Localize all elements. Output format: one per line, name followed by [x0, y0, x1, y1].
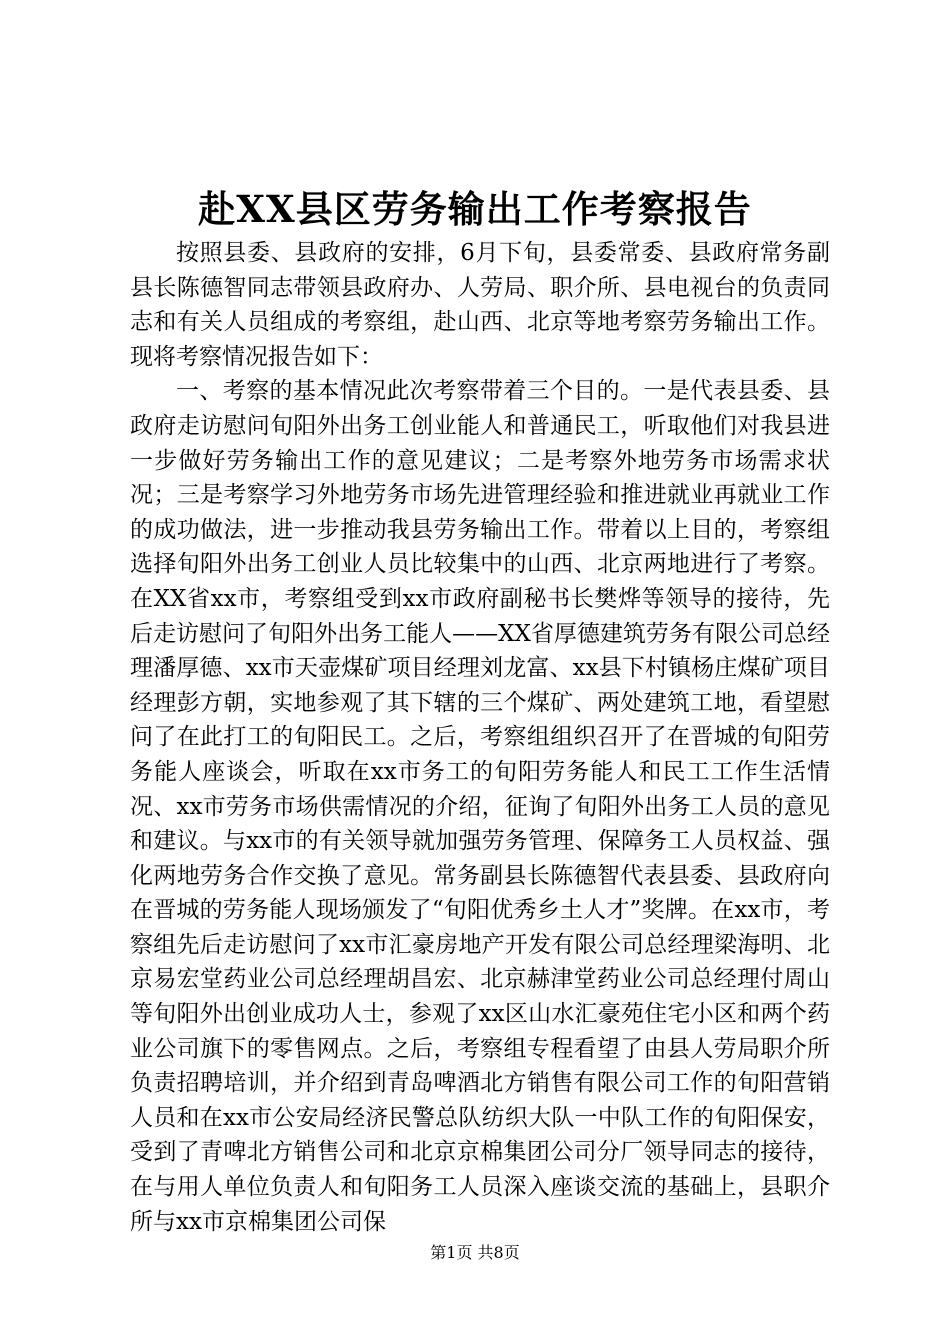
- section-one-paragraph: 一、考察的基本情况此次考察带着三个目的。一是代表县委、县政府走访慰问旬阳外出务工创业能人和普通民工，听取他们对我县进一步做好劳务输出工作的意见建议；二是考察外地劳务市场需求状况；三是考察学习外地劳务市场先进管理经验和推进就业再就业工作的成功做法，进一步推动我县劳务输出工作。带着以上目的，考察组选择旬阳外出务工创业人员比较集中的山西、北京两地进行了考察。在XX省xx市，考察组受到xx市政府副秘书长樊烨等领导的接待，先后走访慰问了旬阳外出务工能人——XX省厚德建筑劳务有限公司总经理潘厚德、xx市天壶煤矿项目经理刘龙富、xx县下村镇杨庄煤矿项目经理彭方朝，实地参观了其下辖的三个煤矿、两处建筑工地，看望慰问了在此打工的旬阳民工。之后，考察组组织召开了在晋城的旬阳劳务能人座谈会，听取在xx市务工的旬阳劳务能人和民工工作生活情况、xx市劳务市场供需情况的介绍，征询了旬阳外出务工人员的意见和建议。与xx市的有关领导就加强劳务管理、保障务工人员权益、强化两地劳务合作交换了意见。常务副县长陈德智代表县委、县政府向在晋城的劳务能人现场颁发了“旬阳优秀乡土人才”奖牌。在xx市，考察组先后走访慰问了xx市汇豪房地产开发有限公司总经理梁海明、北京易宏堂药业公司总经理胡昌宏、北京赫津堂药业公司总经理付周山等旬阳外出创业成功人士，参观了xx区山水汇豪苑住宅小区和两个药业公司旗下的零售网点。之后，考察组专程看望了由县人劳局职介所负责招聘培训，并介绍到青岛啤酒北方销售有限公司工作的旬阳营销人员和在xx市公安局经济民警总队纺织大队一中队工作的旬阳保安，受到了青啤北方销售公司和北京京棉集团公司分厂领导同志的接待，在与用人单位负责人和旬阳务工人员深入座谈交流的基础上，县职介所与xx市京棉集团公司保: [130, 378, 830, 1235]
- intro-paragraph: 按照县委、县政府的安排，6月下旬，县委常委、县政府常务副县长陈德智同志带领县政府办、人劳局、职介所、县电视台的负责同志和有关人员组成的考察组，赴山西、北京等地考察劳务输出工作。现将考察情况报告如下：: [130, 240, 830, 370]
- document-title: 赴XX县区劳务输出工作考察报告: [198, 187, 752, 231]
- document-body: [130, 236, 830, 1239]
- page-number-footer: 第1页 共8页: [430, 1243, 520, 1262]
